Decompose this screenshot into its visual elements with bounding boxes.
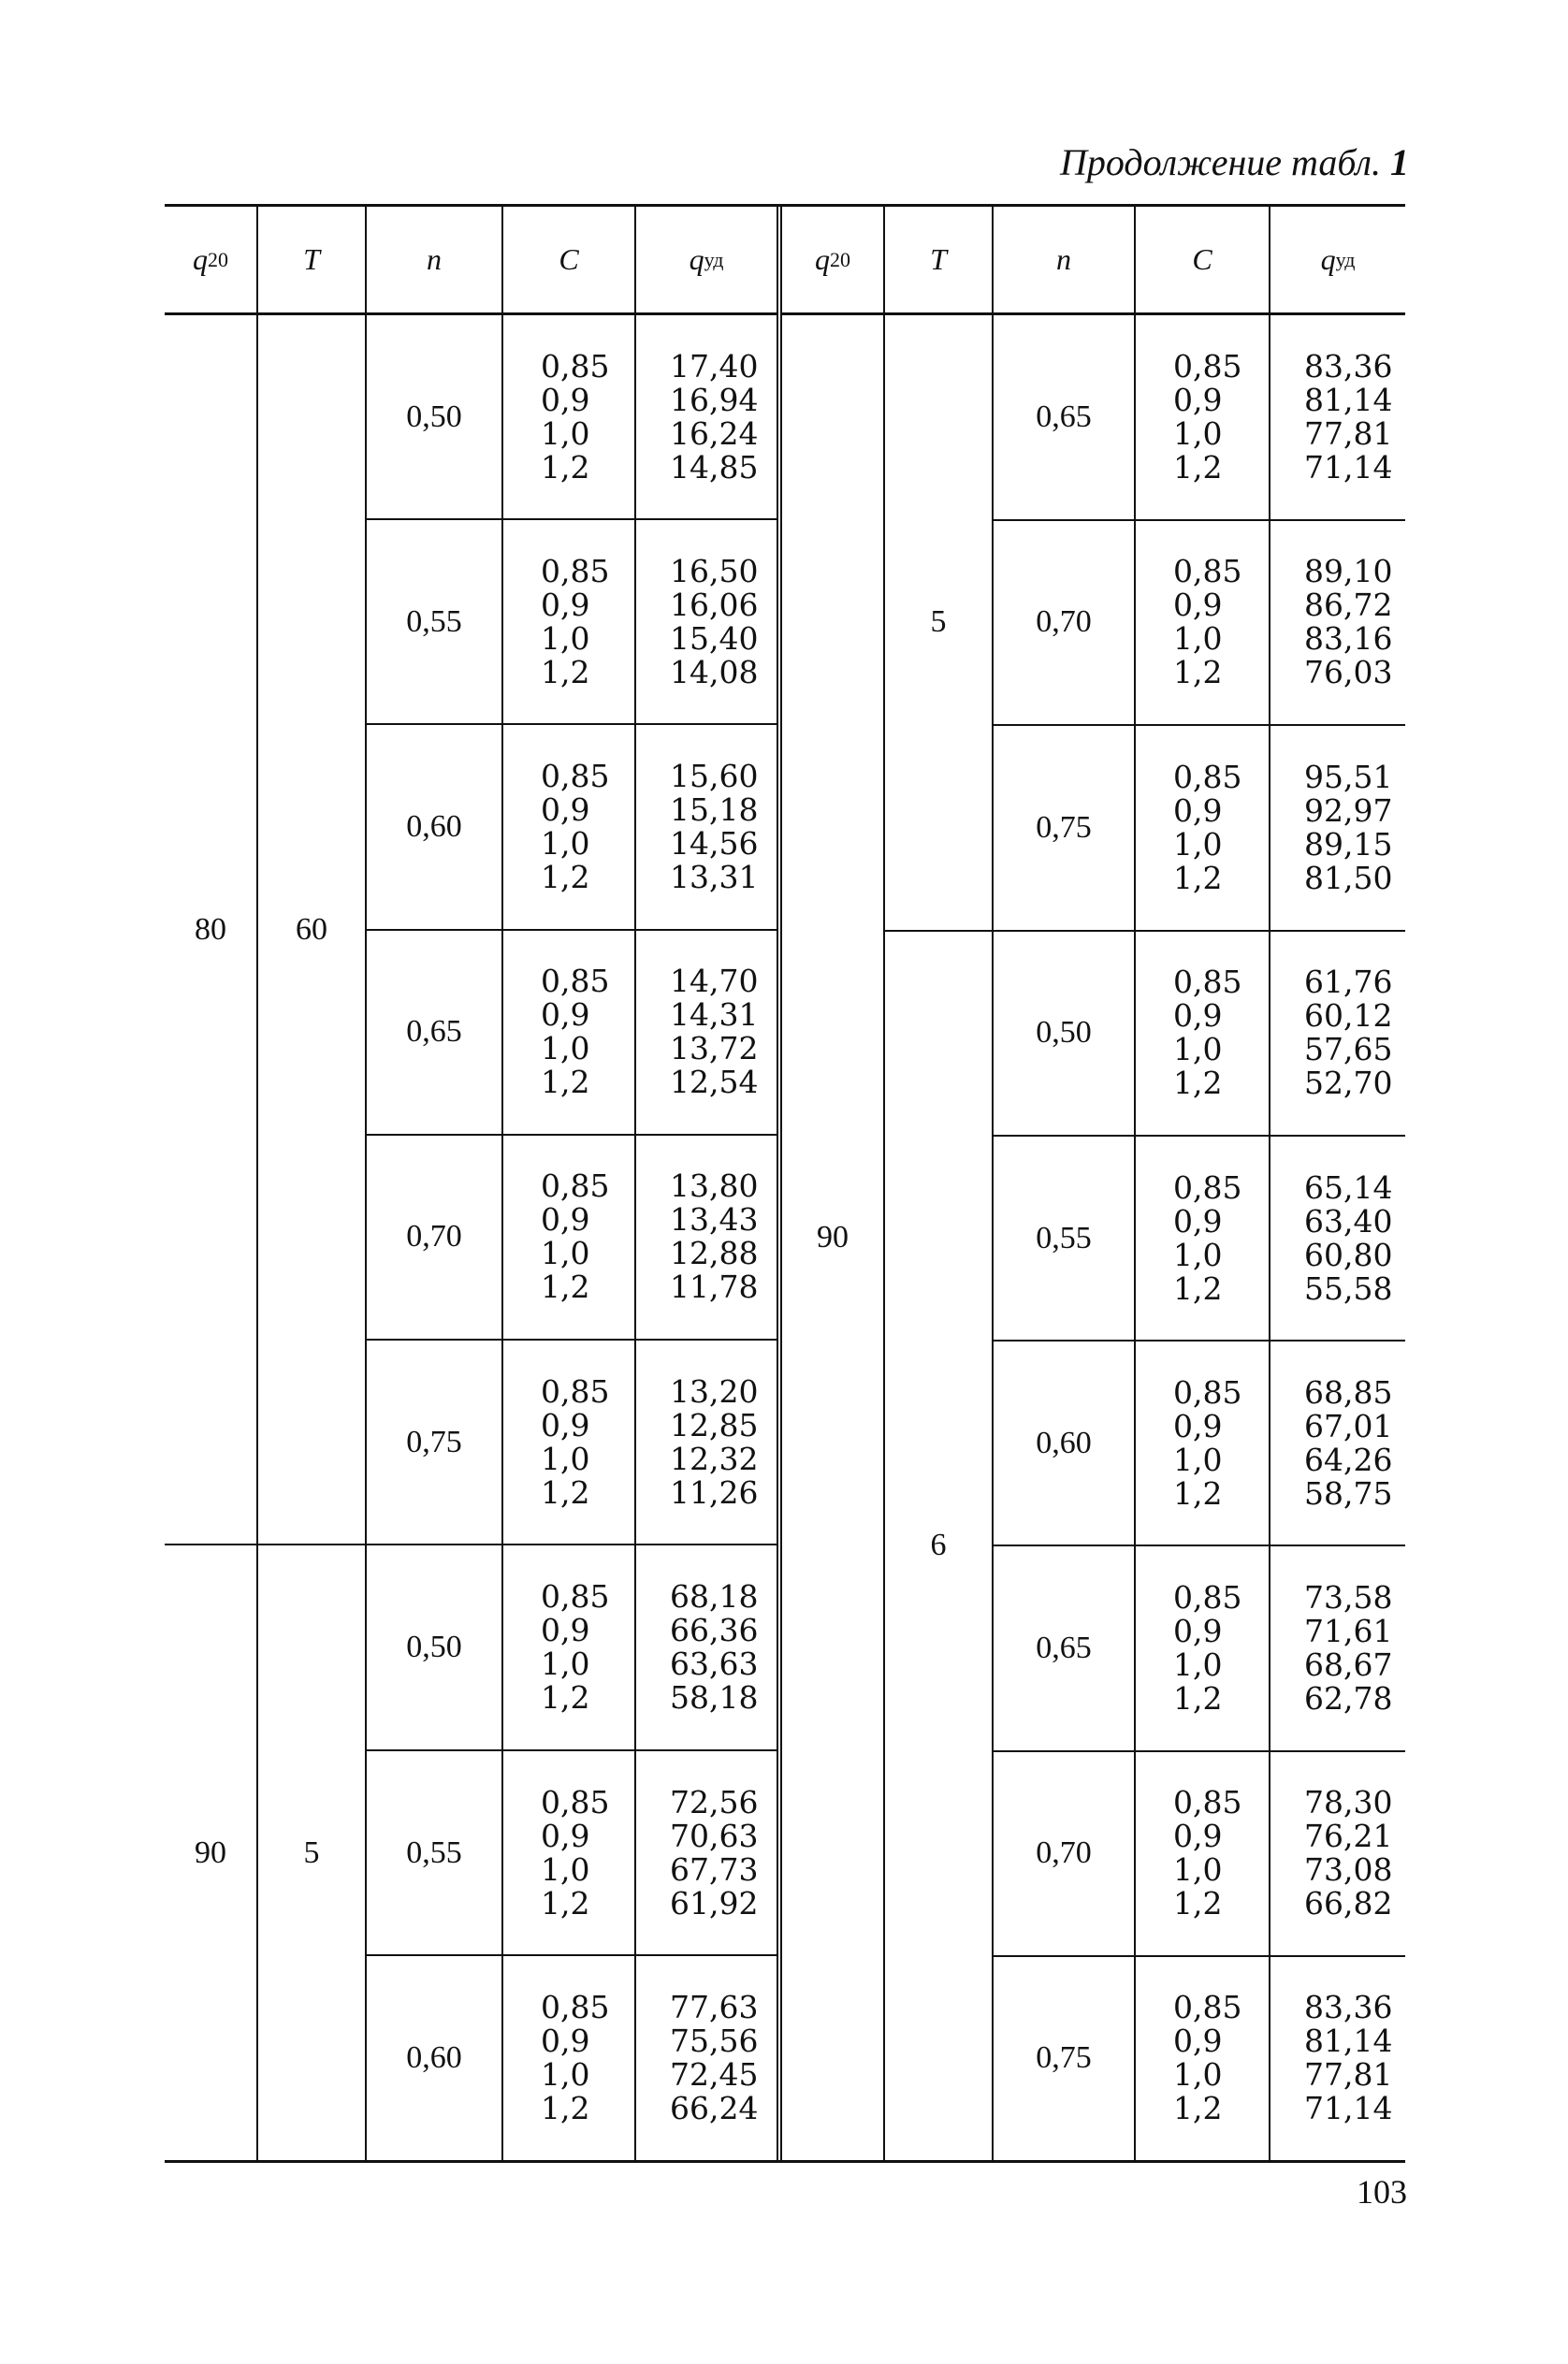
c-value: 1,0 <box>1173 1441 1223 1478</box>
c-value: 0,85 <box>1173 347 1242 384</box>
qud-value: 16,50 <box>670 552 759 589</box>
table-caption <box>1060 140 1409 184</box>
c-values <box>503 931 636 1134</box>
qud-value: 68,18 <box>670 1578 759 1616</box>
table-row <box>367 1341 777 1544</box>
t-group <box>258 315 777 1544</box>
c-value: 0,9 <box>1173 587 1223 624</box>
c-value: 0,85 <box>541 1167 610 1205</box>
t-group <box>885 315 1405 932</box>
qud-values <box>636 1341 777 1544</box>
header-row <box>165 207 777 315</box>
c-value: 1,2 <box>1173 654 1223 691</box>
c-value: 1,2 <box>1173 1269 1223 1307</box>
c-value: 0,85 <box>1173 1373 1242 1411</box>
qud-value: 14,56 <box>670 825 759 863</box>
n-value: 0,55 <box>367 520 503 723</box>
c-value: 0,85 <box>541 758 610 795</box>
table-row <box>367 315 777 520</box>
c-values <box>503 1751 636 1955</box>
n-value: 0,75 <box>367 1341 503 1544</box>
header-c: C <box>1136 207 1270 312</box>
t-group <box>258 1545 777 2160</box>
qud-values <box>636 315 777 518</box>
c-value: 1,0 <box>541 1030 590 1067</box>
caption-number: 1 <box>1390 141 1409 183</box>
n-value: 0,75 <box>994 726 1136 930</box>
c-value: 0,9 <box>1173 1612 1223 1649</box>
n-value: 0,60 <box>367 1956 503 2160</box>
c-value: 0,85 <box>1173 758 1242 795</box>
n-value: 0,65 <box>994 315 1136 519</box>
n-value: 0,55 <box>994 1137 1136 1340</box>
qud-value: 78,30 <box>1304 1784 1393 1821</box>
c-value: 0,9 <box>1173 1818 1223 1855</box>
table-right-half <box>782 207 1405 2160</box>
n-value: 0,70 <box>994 521 1136 725</box>
c-value: 0,9 <box>541 996 590 1034</box>
page-number: 103 <box>1357 2173 1407 2211</box>
n-rows <box>994 932 1405 2160</box>
c-value: 1,0 <box>541 1646 590 1683</box>
qud-value: 71,61 <box>1304 1612 1393 1649</box>
qud-value: 63,63 <box>670 1646 759 1683</box>
qud-value: 68,85 <box>1304 1373 1393 1411</box>
c-value: 0,85 <box>1173 964 1242 1001</box>
qud-value: 81,50 <box>1304 859 1393 896</box>
c-value: 1,0 <box>541 825 590 863</box>
c-values <box>1136 726 1270 930</box>
qud-value: 68,67 <box>1304 1646 1393 1683</box>
qud-value: 72,45 <box>670 2056 759 2094</box>
header-t: T <box>258 207 367 312</box>
c-value: 0,9 <box>1173 2023 1223 2060</box>
qud-value: 92,97 <box>1304 791 1393 829</box>
qud-values <box>636 1545 777 1749</box>
qud-values <box>636 1136 777 1339</box>
qud-value: 16,06 <box>670 586 759 623</box>
qud-value: 73,58 <box>1304 1578 1393 1616</box>
c-values <box>1136 315 1270 519</box>
c-value: 1,0 <box>1173 414 1223 452</box>
q20-group <box>165 315 777 1545</box>
header-qud: q уд <box>1320 242 1356 276</box>
header-row <box>782 207 1405 315</box>
t-value: 5 <box>258 1545 367 2160</box>
qud-values <box>636 1751 777 1955</box>
qud-value: 67,01 <box>1304 1407 1393 1444</box>
qud-value: 77,81 <box>1304 2056 1393 2094</box>
c-value: 0,9 <box>541 586 590 623</box>
c-value: 1,2 <box>1173 448 1223 486</box>
qud-value: 17,40 <box>670 347 759 384</box>
table-row <box>367 1545 777 1751</box>
caption-text: Продолжение табл. <box>1059 141 1381 183</box>
table-row <box>367 931 777 1136</box>
c-values <box>503 520 636 723</box>
n-value: 0,55 <box>367 1751 503 1955</box>
c-value: 1,2 <box>541 448 590 486</box>
c-value: 0,85 <box>541 963 610 1000</box>
c-value: 1,0 <box>541 2056 590 2094</box>
c-value: 0,9 <box>1173 791 1223 829</box>
table-row <box>367 1956 777 2160</box>
qud-values <box>1270 1752 1405 1955</box>
c-value: 1,2 <box>541 1884 590 1922</box>
c-value: 0,85 <box>1173 1168 1242 1206</box>
qud-value: 83,36 <box>1304 1989 1393 2026</box>
table-row <box>994 726 1405 930</box>
c-value: 0,85 <box>541 1989 610 2026</box>
c-value: 0,9 <box>541 2023 590 2060</box>
c-value: 1,0 <box>1173 620 1223 658</box>
qud-values <box>1270 1342 1405 1545</box>
table-row <box>994 1546 1405 1751</box>
qud-value: 76,21 <box>1304 1818 1393 1855</box>
header-qud: q уд <box>689 242 724 276</box>
table-left-half <box>165 207 782 2160</box>
qud-value: 71,14 <box>1304 448 1393 486</box>
c-values <box>1136 932 1270 1135</box>
c-value: 0,85 <box>1173 1989 1242 2026</box>
qud-value: 60,80 <box>1304 1236 1393 1273</box>
q20-value: 90 <box>165 1545 258 2160</box>
qud-values <box>1270 1546 1405 1749</box>
c-value: 0,85 <box>1173 1784 1242 1821</box>
table-row <box>994 521 1405 727</box>
n-value: 0,60 <box>994 1342 1136 1545</box>
qud-value: 89,10 <box>1304 553 1393 590</box>
c-values <box>503 315 636 518</box>
table-row <box>367 1136 777 1341</box>
c-value: 1,0 <box>1173 1236 1223 1273</box>
qud-value: 14,08 <box>670 653 759 690</box>
c-value: 0,9 <box>541 1201 590 1239</box>
qud-values <box>1270 932 1405 1135</box>
qud-values <box>1270 315 1405 519</box>
header-q20: q 20 <box>165 207 258 312</box>
c-value: 0,9 <box>541 1612 590 1649</box>
n-value: 0,70 <box>994 1752 1136 1955</box>
c-values <box>1136 1957 1270 2160</box>
qud-value: 67,73 <box>670 1850 759 1888</box>
c-value: 1,0 <box>1173 1851 1223 1889</box>
n-value: 0,60 <box>367 725 503 928</box>
table-row <box>994 1342 1405 1546</box>
c-value: 1,0 <box>541 1440 590 1477</box>
n-rows <box>994 315 1405 930</box>
qud-value: 75,56 <box>670 2023 759 2060</box>
c-values <box>503 1136 636 1339</box>
qud-values <box>636 1956 777 2160</box>
qud-value: 55,58 <box>1304 1269 1393 1307</box>
qud-value: 57,65 <box>1304 1031 1393 1068</box>
c-value: 0,85 <box>541 1372 610 1410</box>
c-value: 0,9 <box>1173 1202 1223 1240</box>
qud-value: 15,40 <box>670 619 759 657</box>
n-value: 0,50 <box>367 1545 503 1749</box>
c-value: 0,9 <box>541 1406 590 1443</box>
qud-value: 11,78 <box>670 1269 759 1306</box>
qud-values <box>1270 521 1405 725</box>
t-value: 6 <box>885 932 994 2160</box>
qud-value: 16,94 <box>670 381 759 418</box>
t-group <box>885 932 1405 2160</box>
n-value: 0,75 <box>994 1957 1136 2160</box>
c-value: 1,2 <box>541 1269 590 1306</box>
c-value: 1,2 <box>541 2090 590 2127</box>
t-groups <box>258 1545 777 2160</box>
table-row <box>994 315 1405 521</box>
qud-values <box>1270 1137 1405 1340</box>
qud-value: 95,51 <box>1304 758 1393 795</box>
c-values <box>1136 1137 1270 1340</box>
qud-value: 60,12 <box>1304 997 1393 1035</box>
qud-value: 64,26 <box>1304 1441 1393 1478</box>
c-value: 1,2 <box>541 1473 590 1511</box>
header-n: n <box>367 207 503 312</box>
qud-value: 62,78 <box>1304 1679 1393 1717</box>
qud-value: 16,24 <box>670 414 759 452</box>
qud-values <box>636 931 777 1134</box>
q20-value: 90 <box>782 315 885 2160</box>
c-value: 0,85 <box>1173 553 1242 590</box>
c-values <box>1136 1342 1270 1545</box>
qud-value: 58,75 <box>1304 1474 1393 1512</box>
qud-value: 77,63 <box>670 1989 759 2026</box>
qud-value: 52,70 <box>1304 1065 1393 1102</box>
qud-value: 12,32 <box>670 1440 759 1477</box>
qud-value: 66,36 <box>670 1612 759 1649</box>
qud-value: 61,76 <box>1304 964 1393 1001</box>
c-values <box>503 1545 636 1749</box>
qud-value: 63,40 <box>1304 1202 1393 1240</box>
qud-value: 81,14 <box>1304 2023 1393 2060</box>
c-values <box>503 725 636 928</box>
n-value: 0,50 <box>994 932 1136 1135</box>
header-t: T <box>885 207 994 312</box>
qud-value: 83,36 <box>1304 347 1393 384</box>
c-values <box>1136 1752 1270 1955</box>
qud-value: 11,26 <box>670 1473 759 1511</box>
qud-value: 58,18 <box>670 1679 759 1717</box>
q20-group <box>782 315 1405 2160</box>
c-value: 1,0 <box>1173 1031 1223 1068</box>
c-value: 0,9 <box>1173 1407 1223 1444</box>
c-value: 1,2 <box>1173 1679 1223 1717</box>
qud-value: 61,92 <box>670 1884 759 1922</box>
table-row <box>994 1137 1405 1342</box>
qud-value: 71,14 <box>1304 2090 1393 2127</box>
c-value: 1,2 <box>541 859 590 896</box>
qud-value: 13,43 <box>670 1201 759 1239</box>
qud-value: 73,08 <box>1304 1851 1393 1889</box>
qud-value: 13,80 <box>670 1167 759 1205</box>
qud-value: 70,63 <box>670 1817 759 1854</box>
c-value: 1,2 <box>1173 2090 1223 2127</box>
c-value: 0,9 <box>1173 381 1223 418</box>
qud-value: 12,85 <box>670 1406 759 1443</box>
c-value: 1,2 <box>1173 1474 1223 1512</box>
table-row <box>367 520 777 725</box>
c-values <box>503 1341 636 1544</box>
c-value: 1,0 <box>541 414 590 452</box>
qud-value: 66,82 <box>1304 1885 1393 1922</box>
c-value: 0,9 <box>1173 997 1223 1035</box>
qud-value: 86,72 <box>1304 587 1393 624</box>
n-value: 0,50 <box>367 315 503 518</box>
table-body-left <box>165 315 777 2160</box>
qud-value: 89,15 <box>1304 825 1393 863</box>
header-n: n <box>994 207 1136 312</box>
table-row <box>994 1752 1405 1957</box>
qud-value: 15,60 <box>670 758 759 795</box>
q20-group <box>165 1545 777 2160</box>
c-value: 0,85 <box>1173 1578 1242 1616</box>
qud-value: 72,56 <box>670 1783 759 1820</box>
c-value: 1,2 <box>541 1679 590 1717</box>
qud-value: 83,16 <box>1304 620 1393 658</box>
qud-value: 66,24 <box>670 2090 759 2127</box>
qud-value: 77,81 <box>1304 414 1393 452</box>
c-value: 1,2 <box>1173 1885 1223 1922</box>
table-row <box>367 1751 777 1957</box>
n-value: 0,65 <box>994 1546 1136 1749</box>
q20-value: 80 <box>165 315 258 1544</box>
qud-value: 12,88 <box>670 1235 759 1272</box>
t-groups <box>885 315 1405 2160</box>
c-value: 1,0 <box>541 1235 590 1272</box>
c-value: 1,0 <box>541 1850 590 1888</box>
header-q20: q 20 <box>782 207 885 312</box>
t-value: 60 <box>258 315 367 1544</box>
table-row <box>994 932 1405 1137</box>
c-values <box>503 1956 636 2160</box>
c-value: 1,0 <box>541 619 590 657</box>
t-groups <box>258 315 777 1544</box>
table-body-right <box>782 315 1405 2160</box>
c-value: 1,0 <box>1173 825 1223 863</box>
c-value: 1,2 <box>1173 1065 1223 1102</box>
qud-value: 13,20 <box>670 1372 759 1410</box>
n-rows <box>367 315 777 1544</box>
n-rows <box>367 1545 777 2160</box>
c-value: 0,85 <box>541 1578 610 1616</box>
data-table <box>165 204 1405 2163</box>
c-value: 1,2 <box>1173 859 1223 896</box>
qud-value: 81,14 <box>1304 381 1393 418</box>
qud-value: 65,14 <box>1304 1168 1393 1206</box>
c-value: 1,2 <box>541 1064 590 1101</box>
qud-values <box>1270 726 1405 930</box>
t-value: 5 <box>885 315 994 930</box>
c-value: 1,2 <box>541 653 590 690</box>
header-c: C <box>503 207 636 312</box>
c-value: 0,85 <box>541 347 610 384</box>
table-row <box>994 1957 1405 2160</box>
qud-values <box>636 725 777 928</box>
c-value: 0,85 <box>541 1783 610 1820</box>
qud-value: 76,03 <box>1304 654 1393 691</box>
table-row <box>367 725 777 930</box>
n-value: 0,65 <box>367 931 503 1134</box>
qud-values <box>1270 1957 1405 2160</box>
c-value: 0,9 <box>541 381 590 418</box>
c-value: 0,9 <box>541 1817 590 1854</box>
qud-value: 15,18 <box>670 791 759 829</box>
qud-value: 12,54 <box>670 1064 759 1101</box>
qud-values <box>636 520 777 723</box>
c-value: 1,0 <box>1173 1646 1223 1683</box>
c-values <box>1136 521 1270 725</box>
qud-value: 14,85 <box>670 448 759 486</box>
c-value: 0,9 <box>541 791 590 829</box>
c-value: 0,85 <box>541 552 610 589</box>
qud-value: 13,31 <box>670 859 759 896</box>
c-value: 1,0 <box>1173 2056 1223 2094</box>
qud-value: 14,70 <box>670 963 759 1000</box>
qud-value: 14,31 <box>670 996 759 1034</box>
n-value: 0,70 <box>367 1136 503 1339</box>
qud-value: 13,72 <box>670 1030 759 1067</box>
c-values <box>1136 1546 1270 1749</box>
